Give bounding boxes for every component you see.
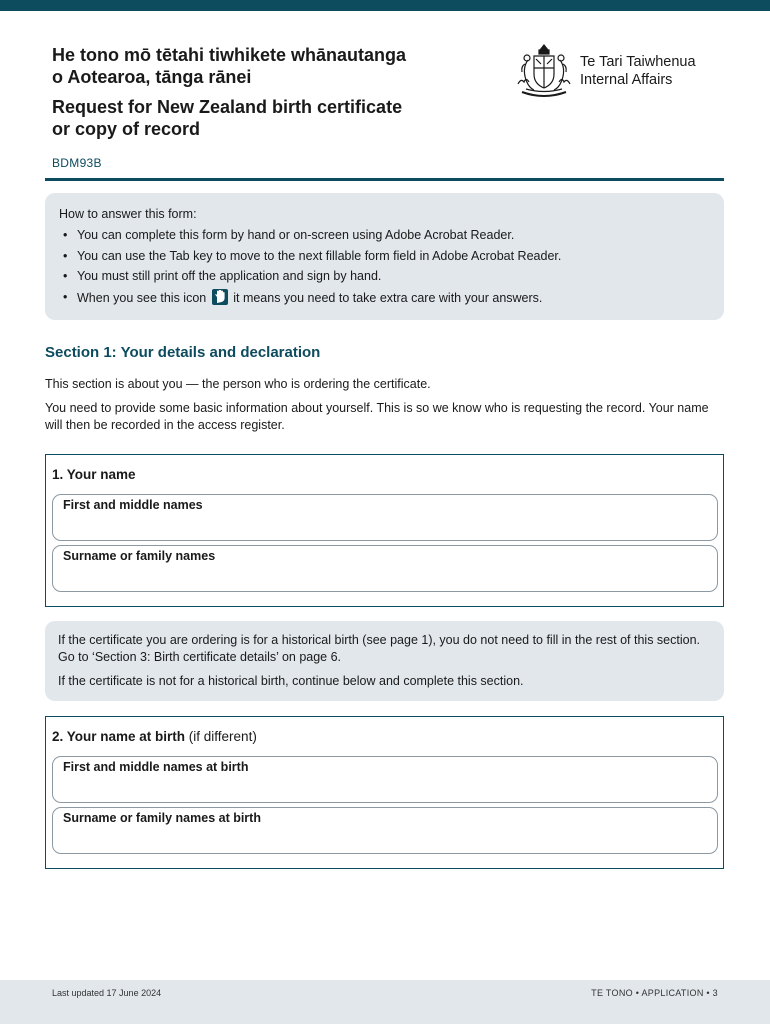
first-middle-names-field[interactable] — [52, 494, 718, 541]
field-label: First and middle names — [63, 498, 203, 512]
section1-heading: Section 1: Your details and declaration — [45, 344, 321, 361]
logo-wordmark — [580, 53, 696, 89]
maori-title-line2: o Aotearoa, tānga rānei — [52, 67, 252, 87]
english-title — [52, 96, 482, 140]
field-label: First and middle names at birth — [63, 760, 249, 774]
how-to-item-text: You can use the Tab key to move to the next fillable form field in Adobe Acrobat Reader. — [77, 248, 562, 263]
field-label: Surname or family names — [63, 549, 216, 563]
how-to-item — [59, 268, 710, 284]
bullet: • — [63, 228, 68, 242]
question2-title — [52, 729, 257, 744]
how-to-item — [59, 227, 710, 243]
how-to-item-text: it means you need to take extra care with your answers. — [233, 290, 543, 305]
field-label: Surname or family names at birth — [63, 811, 261, 825]
form-code: BDM93B — [52, 156, 102, 170]
english-title-line2: or copy of record — [52, 119, 201, 139]
question1-your-name — [45, 454, 724, 607]
how-to-answer-panel — [45, 193, 724, 320]
how-to-item-text: When you see this icon — [77, 290, 207, 305]
bullet: • — [63, 289, 68, 304]
question1-title-text: 1. Your name — [52, 467, 136, 482]
question1-title — [52, 467, 136, 482]
logo-maori-name: Te Tari Taiwhenua — [580, 54, 696, 70]
how-to-item-text: You can complete this form by hand or on-screen using Adobe Acrobat Reader. — [77, 228, 515, 242]
how-to-item — [59, 289, 710, 306]
coat-of-arms-icon — [514, 42, 574, 100]
question2-qualifier: (if different) — [185, 729, 257, 744]
birth-first-middle-names-field[interactable] — [52, 756, 718, 803]
page-label: TE TONO • APPLICATION • 3 — [591, 988, 718, 998]
historical-birth-note — [45, 621, 724, 701]
top-color-bar — [0, 0, 770, 11]
maori-title-line1: He tono mō tētahi tiwhikete whānautanga — [52, 45, 407, 65]
bullet: • — [63, 269, 68, 284]
logo-english-name: Internal Affairs — [580, 72, 673, 88]
question2-title-text: 2. Your name at birth — [52, 729, 186, 744]
section1-intro: This section is about you — the person who is ordering the certificate. — [45, 377, 431, 391]
page-footer — [0, 980, 770, 1024]
how-to-title: How to answer this form: — [59, 207, 197, 221]
how-to-item — [59, 248, 710, 264]
header-divider — [45, 178, 724, 181]
bullet: • — [63, 248, 68, 263]
note-paragraph: If the certificate is not for a historical birth, continue below and complete this section. — [58, 674, 524, 688]
question2-name-at-birth — [45, 716, 724, 869]
form-title-block — [52, 44, 482, 140]
english-title-line1: Request for New Zealand birth certificate — [52, 97, 403, 117]
maori-title — [52, 44, 482, 88]
last-updated: Last updated 17 June 2024 — [52, 988, 162, 998]
hand-icon — [212, 289, 228, 305]
how-to-list — [59, 227, 710, 306]
section1-description: You need to provide some basic information about yourself. This is so we know who is requesting the record. Your name will then be recorded in the access register. — [45, 401, 709, 432]
birth-surname-field[interactable] — [52, 807, 718, 854]
surname-field[interactable] — [52, 545, 718, 592]
note-paragraph: If the certificate you are ordering is for a historical birth (see page 1), you do not need to fill in the rest of this section. Go to ‘Section 3: Birth certificate details’ on page 6. — [58, 633, 701, 664]
internal-affairs-logo — [514, 42, 724, 100]
how-to-item-text: You must still print off the application and sign by hand. — [77, 269, 382, 284]
